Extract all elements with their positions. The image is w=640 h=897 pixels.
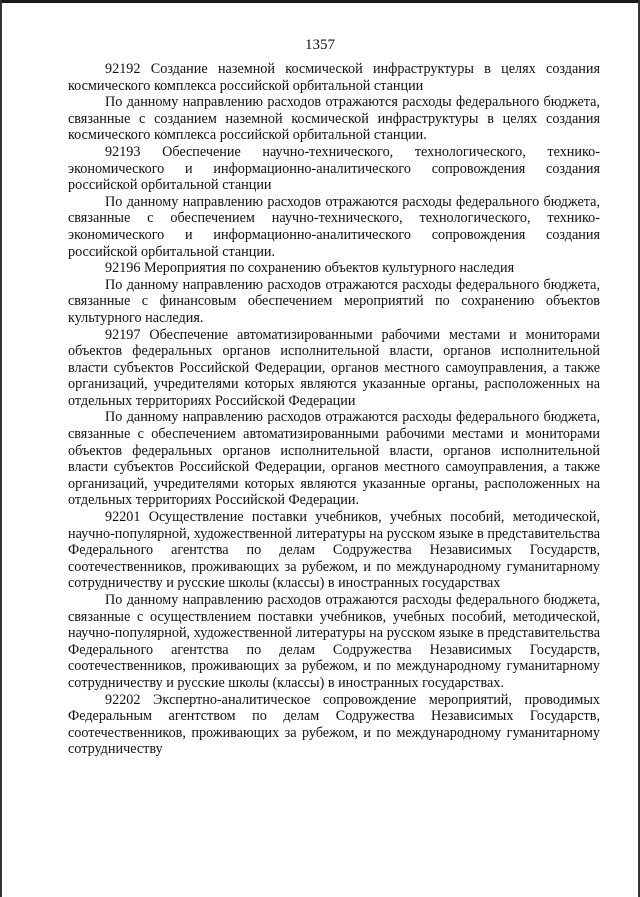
scan-left-edge [0,0,2,897]
document-body [68,61,600,758]
scan-top-edge [0,0,640,3]
section-heading-92193: 92193 Обеспечение научно-технического, технологического, технико-экономического и информационно-аналитического сопровождения создания российской орбитальной станции [68,143,600,194]
section-heading-92192: 92192 Создание наземной космической инфраструктуры в целях создания космического комплекса российской орбитальной станции [68,61,600,94]
section-heading-92202: 92202 Экспертно-аналитическое сопровождение мероприятий, проводимых Федеральным агентством по делам Содружества Независимых Государств, соотечественников, проживающих за рубежом, и по международному гуманитарному сотрудничеству [68,691,600,758]
section-description-92197: По данному направлению расходов отражаются расходы федерального бюджета, связанные с обеспечением автоматизированными рабочими местами и мониторами объектов федеральных органов исполнительной власти, органов исполнительной власти субъектов Российской Федерации, органов местного самоуправления, а также организаций, учредителями которых являются указанные органы, расположенных на отдельных территориях Российской Федерации. [68,409,600,509]
section-heading-92197: 92197 Обеспечение автоматизированными рабочими местами и мониторами объектов федеральных органов исполнительной власти, органов исполнительной власти субъектов Российской Федерации, органов местного самоуправления, а также организаций, учредителями которых являются указанные органы, расположенных на отдельных территориях Российской Федерации [68,326,600,409]
section-description-92192: По данному направлению расходов отражаются расходы федерального бюджета, связанные с созданием наземной космической инфраструктуры в целях создания космического комплекса российской орбитальной станции. [68,94,600,144]
section-description-92196: По данному направлению расходов отражаются расходы федерального бюджета, связанные с финансовым обеспечением мероприятий по сохранению объектов культурного наследия. [68,276,600,326]
section-description-92201: По данному направлению расходов отражаются расходы федерального бюджета, связанные с осуществлением поставки учебников, учебных пособий, методической, научно-популярной, художественной литературы на русском языке в представительства Федерального агентства по делам Содружества Независимых Государств, соотечественников, проживающих за рубежом, и по международному гуманитарному сотрудничеству и русские школы (классы) в иностранных государствах. [68,592,600,691]
page-number: 1357 [305,37,335,53]
section-description-92193: По данному направлению расходов отражаются расходы федерального бюджета, связанные с обеспечением научно-технического, технологического, технико-экономического и информационно-аналитического сопровождения создания российской орбитальной станции. [68,193,600,260]
section-heading-92196: 92196 Мероприятия по сохранению объектов культурного наследия [105,260,515,277]
section-heading-92201: 92201 Осуществление поставки учебников, учебных пособий, методической, научно-популярной, художественной литературы на русском языке в представительства Федерального агентства по делам Содружества Независимых Государств, соотечественников, проживающих за рубежом, и по международному гуманитарному сотрудничеству и русские школы (классы) в иностранных государствах [68,509,600,592]
